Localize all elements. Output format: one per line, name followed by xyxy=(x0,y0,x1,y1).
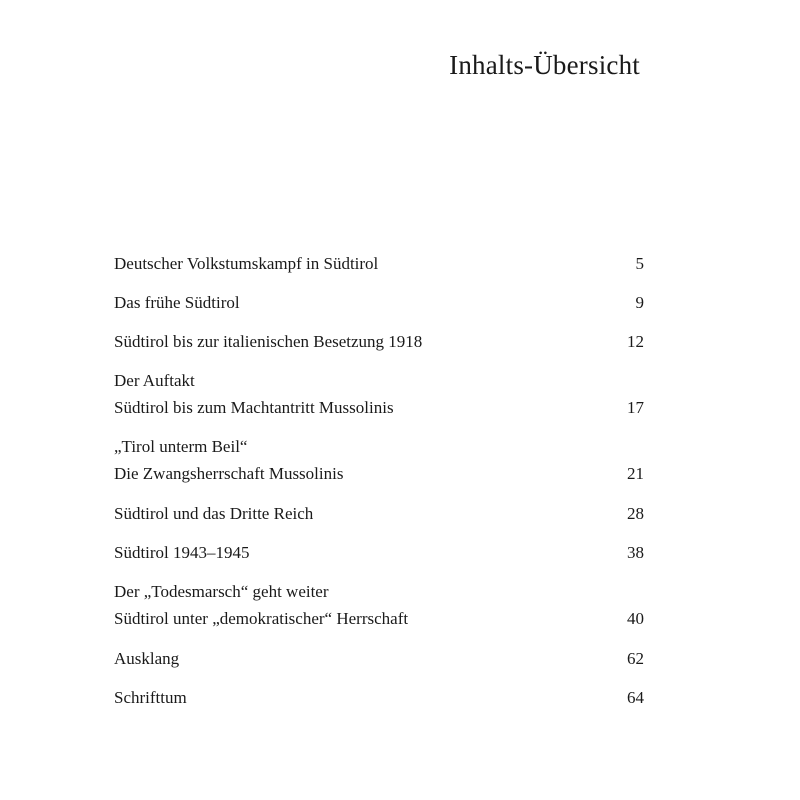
toc-page-number: 9 xyxy=(635,293,644,312)
toc-entry-subtitle: Südtirol bis zum Machtantritt Mussolinis xyxy=(114,398,394,417)
toc-entry xyxy=(114,433,644,487)
toc-entry-title: Das frühe Südtirol xyxy=(114,293,240,312)
toc-entry-title: Südtirol bis zur italienischen Besetzung 1918 xyxy=(114,332,423,351)
toc-page-number: 12 xyxy=(627,332,644,351)
toc-entry-subtitle: Die Zwangsherrschaft Mussolinis xyxy=(114,464,344,483)
toc-entry-title: Der Auftakt xyxy=(114,371,195,390)
toc-page-number: 64 xyxy=(627,688,644,707)
toc-entry xyxy=(114,328,644,355)
toc-entry xyxy=(114,289,644,316)
toc-entry xyxy=(114,250,644,277)
toc-entry-title: Schrifttum xyxy=(114,688,187,707)
toc-page-number: 40 xyxy=(627,609,644,628)
toc-entry-title: Der „Todesmarsch“ geht weiter xyxy=(114,582,329,601)
toc-entry xyxy=(114,645,644,672)
toc-page-number: 21 xyxy=(627,464,644,483)
page-title: Inhalts-Übersicht xyxy=(449,50,640,80)
toc-entry xyxy=(114,539,644,566)
toc-entry-title: Südtirol und das Dritte Reich xyxy=(114,504,314,523)
toc-entry xyxy=(114,500,644,527)
toc-entry-title: Ausklang xyxy=(114,649,180,668)
toc-page-number: 38 xyxy=(627,543,644,562)
toc-entry xyxy=(114,367,644,421)
toc-entry-title: Deutscher Volkstumskampf in Südtirol xyxy=(114,254,379,273)
toc-page-number: 62 xyxy=(627,649,644,668)
toc-page-number: 5 xyxy=(635,254,644,273)
toc-entry-title: Südtirol 1943–1945 xyxy=(114,543,250,562)
toc-entry-title: „Tirol unterm Beil“ xyxy=(114,437,248,456)
toc-entry-subtitle: Südtirol unter „demokratischer“ Herrschaft xyxy=(114,609,409,628)
toc-entry xyxy=(114,578,644,632)
toc-page-number: 17 xyxy=(627,398,644,417)
toc-entry xyxy=(114,684,644,711)
toc-page-number: 28 xyxy=(627,504,644,523)
